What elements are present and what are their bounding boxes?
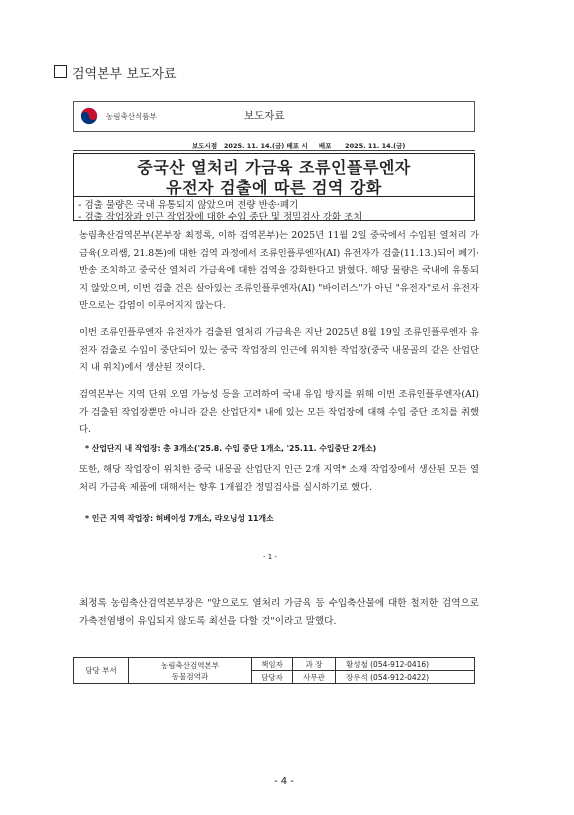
body-paragraph-3: 검역본부는 지역 단위 오염 가능성 등을 고려하여 국내 유입 방지를 위해 이번 조류인플루엔자(AI)가 검출된 작업장뿐만 아니라 같은 산업단지* 내에 있는 모든 작업장에 대해 수입 중단 조치를 취했다.	[79, 389, 479, 435]
body-paragraph-4: 또한, 해당 작업장이 위치한 중국 내몽골 산업단지 인근 2개 지역* 소재 작업장에서 생산된 모든 열처리 가금육 제품에 대해서는 향후 1개월간 정밀검사를 실시하기로 했다.	[79, 464, 479, 493]
summary-item: - 검출 물량은 국내 유통되지 않았으며 전량 반송·폐기	[78, 200, 299, 211]
body-paragraph-1: 농림축산검역본부(본부장 최정록, 이하 검역본부)는 2025년 11월 2일 중국에서 수입된 열처리 가금육(오리쌤, 21.8톤)에 대한 검역 과정에서 조류인플루엔자(AI) 유전자가 검출(11.13.)되어 폐기·반송 조치하고 중국산 열처리 가금육에 대한 검역을 강화한다고 밝혔다. 해당 물량은 국내에 유통되지 않았으며, 이번 검출 건은 살아있는 조류인플루엔자(AI) "바이러스"가 아닌 "유전자"로서 유전자만으로는 감염이 이루어지지 않는다.	[79, 230, 479, 311]
dept-label: 담당 부서	[74, 658, 129, 684]
footnote-industrial-complex: * 산업단지 내 작업장: 총 3개소('25.8. 수입 중단 1개소, '25.11. 수입중단 2개소)	[85, 444, 377, 453]
role-label: 책임자	[252, 658, 293, 671]
closing-paragraph: 최정록 농림축산검역본부장은 "앞으로도 열처리 가금육 등 수입축산물에 대한 철저한 검역으로 가축전염병이 유입되지 않도록 최선을 다할 것"이라고 말했다.	[79, 598, 479, 627]
divider	[73, 150, 475, 151]
contact-table	[73, 657, 475, 684]
contact-person: 장우석 (054-912-0422)	[336, 671, 475, 684]
role-label: 담당자	[252, 671, 293, 684]
job-title: 과 장	[293, 658, 336, 671]
page-number: - 4 -	[274, 776, 294, 787]
headline-line-1: 중국산 열처리 가금육 조류인플루엔자	[137, 158, 411, 177]
section-title: 검역본부 보도자료	[72, 67, 177, 82]
body-paragraph-2: 이번 조류인플루엔자 유전자가 검출된 열처리 가금육은 지난 2025년 8월 19일 조류인플루엔자 유전자 검출로 수입이 중단되어 있는 중국 작업장의 인근에 위치한 작업장(중국 내몽골의 같은 산업단지 내 위치)에서 생산된 것이다.	[79, 327, 479, 373]
page-marker: - 1 -	[263, 553, 277, 561]
footnote-nearby-regions: * 인근 지역 작업장: 허베이성 7개소, 랴오닝성 11개소	[85, 514, 274, 523]
dept-name-line-2: 동물검역과	[171, 671, 209, 681]
dept-name-line-1: 농림축산검역본부	[161, 660, 219, 670]
dept-name	[129, 658, 252, 684]
checkbox-icon	[54, 65, 67, 78]
summary-item: - 검출 작업장과 인근 작업장에 대한 수입 중단 및 정밀검사 강화 조치	[78, 212, 363, 223]
contact-person: 황성철 (054-912-0416)	[336, 658, 475, 671]
document-type: 보도자료	[244, 110, 285, 122]
job-title: 사무관	[293, 671, 336, 684]
ministry-name: 농림축산식품부	[106, 112, 157, 121]
release-date-line: 보도시점 2025. 11. 14.(금) 배포 시 배포 2025. 11. 14.(금)	[192, 142, 406, 150]
headline-line-2: 유전자 검출에 따른 검역 강화	[166, 178, 382, 197]
government-emblem-icon	[80, 107, 98, 125]
